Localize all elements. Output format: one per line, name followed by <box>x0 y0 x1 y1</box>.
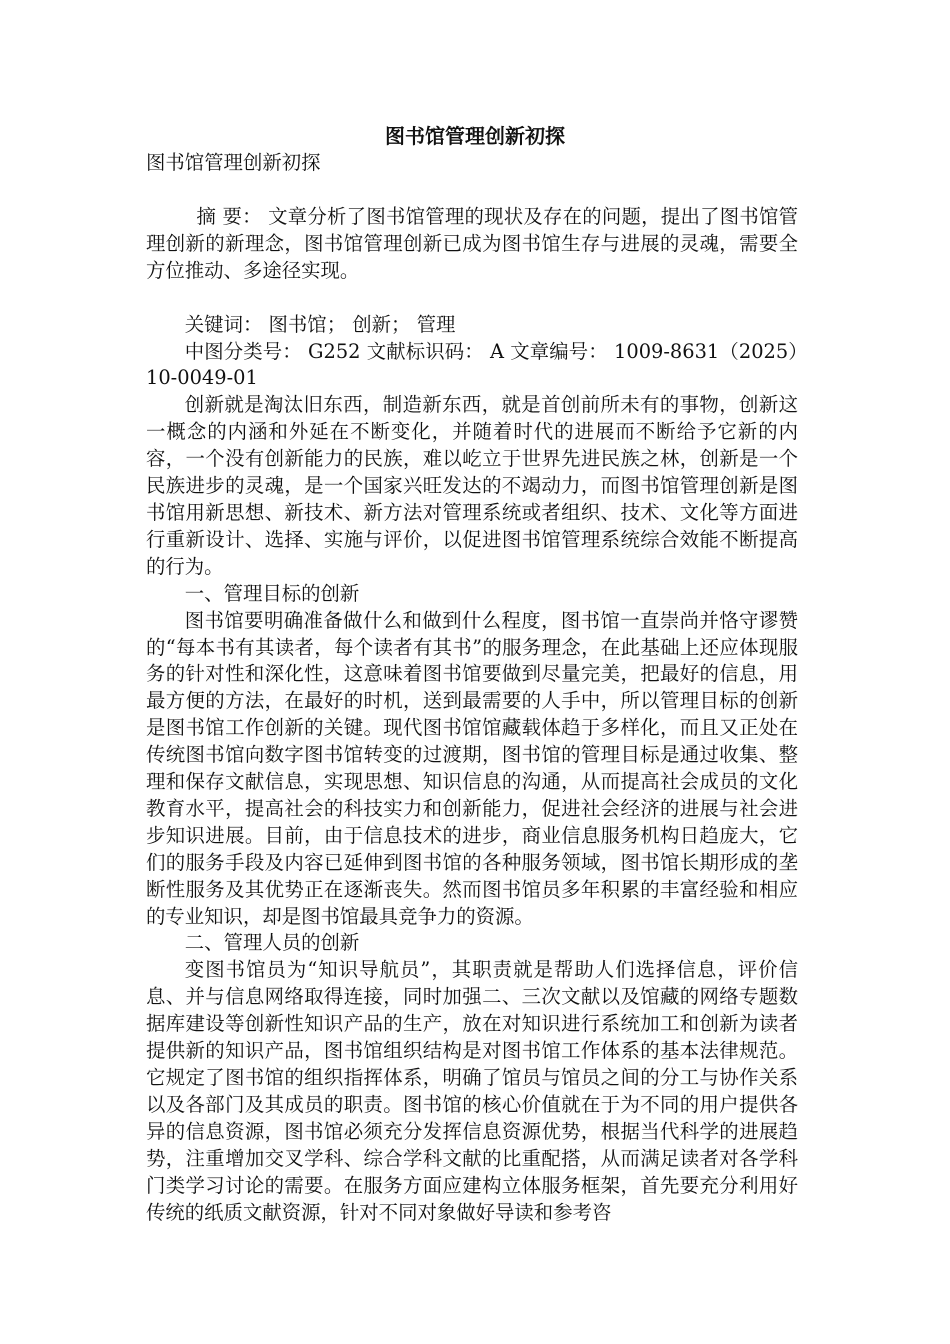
body-paragraph: 图书馆要明确准备做什么和做到什么程度，图书馆一直崇尚并恪守谬赞的“每本书有其读者，每个读者有其书”的服务理念，在此基础上还应体现服务的针对性和深化性，这意味着图书馆要做到尽量完美，把最好的信息，用最方便的方法，在最好的时机，送到最需要的人手中，所以管理目标的创新是图书馆工作创新的关键。现代图书馆馆藏载体趋于多样化，而且又正处在传统图书馆向数字图书馆转变的过渡期，图书馆的管理目标是通过收集、整理和保存文献信息，实现思想、知识信息的沟通，从而提高社会成员的文化教育水平，提高社会的科技实力和创新能力，促进社会经济的进展与社会进步知识进展。目前，由于信息技术的进步，商业信息服务机构日趋庞大，它们的服务手段及内容已延伸到图书馆的各种服务领域，图书馆长期形成的垄断性服务及其优势正在逐渐丧失。然而图书馆员多年积累的丰富经验和相应的专业知识，却是图书馆最具竞争力的资源。 <box>146 608 798 928</box>
body-paragraph: 创新就是淘汰旧东西，制造新东西，就是首创前所未有的事物，创新这一概念的内涵和外延在不断变化，并随着时代的进展而不断给予它新的内容，一个没有创新能力的民族，难以屹立于世界先进民族之林，创新是一个民族进步的灵魂，是一个国家兴旺发达的不竭动力，而图书馆管理创新是图书馆用新思想、新技术、新方法对管理系统或者组织、技术、文化等方面进行重新设计、选择、实施与评价，以促进图书馆管理系统综合效能不断提高的行为。 <box>146 393 798 578</box>
classification-line: 中图分类号： G252 文献标识码： A 文章编号： 1009-8631（2025）10-0049-01 <box>146 339 798 390</box>
section-heading: 一、管理目标的创新 <box>184 581 360 605</box>
document-body <box>146 150 798 1226</box>
spacer <box>146 285 798 312</box>
document-title: 图书馆管理创新初探 <box>385 124 565 148</box>
spacer <box>146 177 798 204</box>
section-heading: 二、管理人员的创新 <box>184 931 360 955</box>
body-paragraph: 变图书馆员为“知识导航员”，其职责就是帮助人们选择信息，评价信息、并与信息网络取得连接，同时加强二、三次文献以及馆藏的网络专题数据库建设等创新性知识产品的生产，放在对知识进行系统加工和创新为读者提供新的知识产品，图书馆组织结构是对图书馆工作体系的基本法律规范。它规定了图书馆的组织指挥体系，明确了馆员与馆员之间的分工与协作关系以及各部门及其成员的职责。图书馆的核心价值就在于为不同的用户提供各异的信息资源，图书馆必须充分发挥信息资源优势，根据当代科学的进展趋势，注重增加交叉学科、综合学科文献的比重配搭，从而满足读者对各学科门类学习讨论的需要。在服务方面应建构立体服务框架，首先要充分利用好传统的纸质文献资源，针对不同对象做好导读和参考咨 <box>146 958 798 1224</box>
document-subtitle: 图书馆管理创新初探 <box>146 151 321 174</box>
keywords-line: 关键词： 图书馆； 创新； 管理 <box>184 312 456 336</box>
abstract-paragraph: 摘 要： 文章分析了图书馆管理的现状及存在的问题，提出了图书馆管理创新的新理念，图书馆管理创新已成为图书馆生存与进展的灵魂，需要全方位推动、多途径实现。 <box>146 204 798 282</box>
